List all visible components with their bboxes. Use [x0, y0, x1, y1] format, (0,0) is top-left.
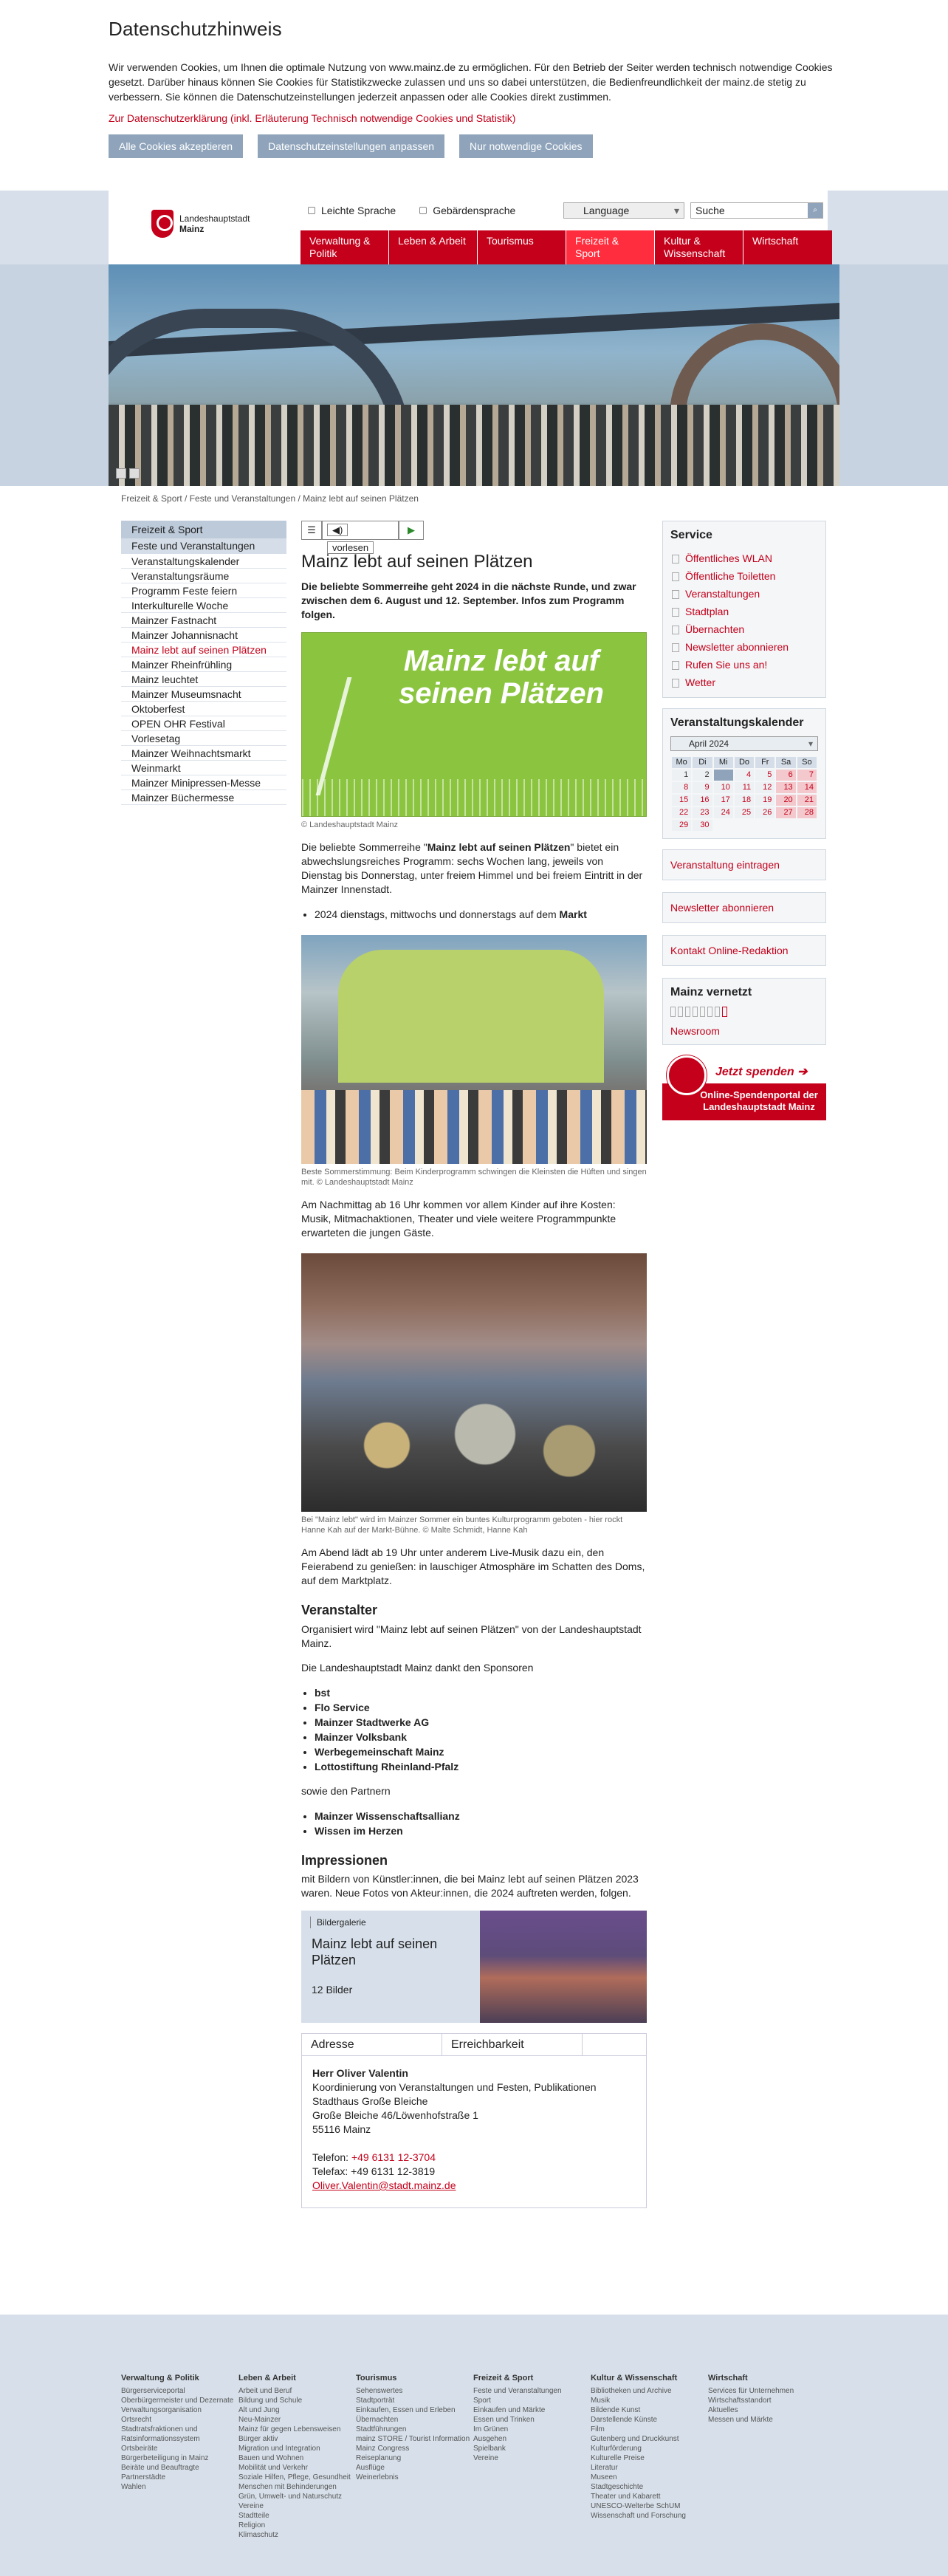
- social-box: [662, 978, 826, 1044]
- calendar-day[interactable]: 9: [693, 782, 712, 793]
- calendar-day[interactable]: 18: [735, 795, 754, 806]
- list-item: • Mainzer Wissenschaftsallianz: [315, 1809, 647, 1823]
- right-sidebar: [662, 521, 826, 1122]
- footer-link[interactable]: mainz STORE / Tourist Information: [356, 2435, 470, 2443]
- footer-link[interactable]: Bildung und Schule: [238, 2397, 303, 2405]
- footer-link[interactable]: Messen und Märkte: [708, 2416, 773, 2424]
- cookie-banner: [0, 0, 948, 191]
- footer-link[interactable]: Ausflüge: [356, 2464, 385, 2472]
- lead-text: Die beliebte Sommerreihe geht 2024 in die nächste Runde, und zwar zwischen dem 6. August und 12. September. Infos zum Programm folgen.: [301, 580, 636, 621]
- paragraph: Organisiert wird "Mainz lebt auf seinen Plätzen" von der Landeshauptstadt Mainz.: [301, 1623, 642, 1649]
- sidebar-item[interactable]: Mainzer Büchermesse: [121, 790, 286, 805]
- footer-link[interactable]: Spielbank: [473, 2445, 506, 2453]
- easy-language-link[interactable]: Leichte Sprache: [308, 204, 396, 218]
- sidebar-item[interactable]: Vorlesetag: [121, 731, 286, 746]
- footer-column-title[interactable]: Verwaltung & Politik: [121, 2374, 199, 2383]
- whatsapp-icon[interactable]: [722, 1007, 727, 1017]
- sidebar-item[interactable]: Mainz leuchtet: [121, 672, 286, 687]
- slider-next-button[interactable]: [129, 468, 140, 479]
- sidebar-item[interactable]: Mainzer Fastnacht: [121, 613, 286, 628]
- linkedin-icon[interactable]: [700, 1007, 705, 1017]
- footer-link[interactable]: Vereine: [238, 2502, 264, 2510]
- list-item: • Mainzer Stadtwerke AG: [315, 1715, 647, 1730]
- sidebar-item[interactable]: Mainzer Minipressen-Messe: [121, 775, 286, 790]
- sign-language-icon: [419, 207, 427, 214]
- footer-link[interactable]: Religion: [238, 2521, 266, 2529]
- gallery-label: Bildergalerie: [310, 1916, 366, 1928]
- calendar-day[interactable]: 11: [735, 782, 754, 793]
- service-link[interactable]: Öffentliches WLAN: [670, 549, 818, 567]
- image-caption: Beste Sommerstimmung: Beim Kinderprogramm schwingen die Kleinsten die Hüften und singen mit. © Landeshauptstadt Mainz: [301, 1168, 647, 1188]
- search-input[interactable]: Suche ⌕: [690, 202, 823, 219]
- accept-all-cookies-button[interactable]: Alle Cookies akzeptieren: [109, 134, 243, 158]
- calendar-day[interactable]: 22: [672, 807, 691, 818]
- footer-link[interactable]: Bildende Kunst: [591, 2406, 641, 2414]
- calendar-day[interactable]: 5: [755, 770, 774, 781]
- footer-link[interactable]: Feste und Veranstaltungen: [473, 2387, 562, 2395]
- contact-street: Große Bleiche 46/Löwenhofstraße 1: [312, 2109, 478, 2121]
- breadcrumb-item[interactable]: Feste und Veranstaltungen: [189, 493, 296, 504]
- footer-link[interactable]: Wirtschaftsstandort: [708, 2397, 772, 2405]
- calendar-day[interactable]: 27: [776, 807, 795, 818]
- newsroom-link[interactable]: Newsroom: [670, 1024, 720, 1037]
- footer-link[interactable]: Mobilität und Verkehr: [238, 2464, 308, 2472]
- calendar-title: Veranstaltungskalender: [670, 716, 804, 729]
- donate-now-label: Jetzt spenden ➔: [715, 1065, 808, 1078]
- list-item: • Mainzer Volksbank: [315, 1730, 647, 1744]
- read-aloud-button[interactable]: ◀) vorlesen: [322, 521, 399, 540]
- calendar-day[interactable]: 6: [776, 770, 795, 781]
- sidebar-item-current[interactable]: Mainz lebt auf seinen Plätzen: [121, 643, 286, 657]
- calendar-day[interactable]: 1: [672, 770, 691, 781]
- calendar-day[interactable]: 20: [776, 795, 795, 806]
- footer-column-title[interactable]: Freizeit & Sport: [473, 2374, 534, 2383]
- footer-link[interactable]: Arbeit und Beruf: [238, 2387, 292, 2395]
- footer-link[interactable]: Menschen mit Behinderungen: [238, 2483, 337, 2491]
- calendar-day[interactable]: 7: [797, 770, 817, 781]
- privacy-policy-link[interactable]: Zur Datenschutzerklärung (inkl. Erläuterung Technisch notwendige Cookies und Statistik): [109, 112, 516, 125]
- rss-icon[interactable]: [715, 1007, 720, 1017]
- play-icon[interactable]: ▶: [399, 521, 424, 540]
- cookie-title: Datenschutzhinweis: [109, 18, 282, 40]
- calendar-day[interactable]: 26: [755, 807, 774, 818]
- footer-link[interactable]: Vereine: [473, 2454, 498, 2462]
- month-select[interactable]: April 2024 ▾: [670, 736, 818, 751]
- footer-link[interactable]: Kulturförderung: [591, 2445, 642, 2453]
- paragraph: Die Landeshauptstadt Mainz dankt den Sponsoren: [301, 1661, 534, 1674]
- concert-photo[interactable]: [301, 1253, 647, 1512]
- footer-link[interactable]: Wissenschaft und Forschung: [591, 2512, 686, 2520]
- footer-link[interactable]: Wahlen: [121, 2483, 146, 2491]
- event-calendar: [662, 708, 826, 839]
- site-footer: [0, 2315, 948, 2576]
- breadcrumb: Freizeit & Sport / Feste und Veranstaltungen / Mainz lebt auf seinen Plätzen: [121, 493, 419, 504]
- nav-freizeit-sport[interactable]: Freizeit & Sport: [566, 230, 655, 264]
- gallery-title: Mainz lebt auf seinen Plätzen: [312, 1936, 438, 1967]
- contact-role: Koordinierung von Veranstaltungen und Festen, Publikationen: [312, 2080, 597, 2093]
- sidebar-item[interactable]: Mainzer Johannisnacht: [121, 628, 286, 643]
- footer-link[interactable]: Bürger aktiv: [238, 2435, 278, 2443]
- list-item: • Flo Service: [315, 1700, 647, 1715]
- sidebar-item[interactable]: Mainzer Museumsnacht: [121, 687, 286, 702]
- fax: Telefax: +49 6131 12-3819: [312, 2165, 436, 2177]
- footer-link[interactable]: Stadtporträt: [356, 2397, 395, 2405]
- calendar-day[interactable]: 15: [672, 795, 691, 806]
- donation-portal-label: Online-Spendenportal der Landeshauptstadt Mainz: [662, 1083, 826, 1120]
- list-item: • Wissen im Herzen: [315, 1823, 647, 1838]
- youtube-icon[interactable]: [693, 1007, 698, 1017]
- footer-column-title[interactable]: Wirtschaft: [708, 2374, 748, 2383]
- calendar-day[interactable]: 14: [797, 782, 817, 793]
- calendar-day[interactable]: 4: [735, 770, 754, 781]
- menu-icon[interactable]: ☰: [301, 521, 322, 540]
- tab-adresse[interactable]: Adresse: [302, 2034, 442, 2055]
- logo-line2: Mainz: [179, 224, 205, 234]
- contact-building: Stadthaus Große Bleiche: [312, 2094, 428, 2107]
- nav-verwaltung-politik[interactable]: Verwaltung & Politik: [300, 230, 389, 264]
- sidebar-item[interactable]: OPEN OHR Festival: [121, 716, 286, 731]
- donation-banner[interactable]: [662, 1055, 826, 1122]
- sidebar-item[interactable]: Veranstaltungsräume: [121, 569, 286, 583]
- calendar-day[interactable]: 12: [755, 782, 774, 793]
- service-link[interactable]: Übernachten: [670, 620, 818, 638]
- calendar-day[interactable]: 23: [693, 807, 712, 818]
- nav-kultur-wissenschaft[interactable]: Kultur & Wissenschaft: [655, 230, 743, 264]
- sponsors-list: [315, 1685, 647, 1774]
- image-caption: © Landeshauptstadt Mainz: [301, 821, 399, 830]
- footer-link[interactable]: Stadtgeschichte: [591, 2483, 644, 2491]
- footer-link[interactable]: Gutenberg und Druckkunst: [591, 2435, 679, 2443]
- footer-link[interactable]: Museen: [591, 2473, 617, 2481]
- email-link[interactable]: Oliver.Valentin@stadt.mainz.de: [312, 2179, 456, 2191]
- kids-program-photo[interactable]: [301, 935, 647, 1164]
- image-gallery-teaser[interactable]: [301, 1911, 647, 2023]
- footer-link[interactable]: Migration und Integration: [238, 2445, 320, 2453]
- calendar-day[interactable]: 25: [735, 807, 754, 818]
- city-crest-icon: [151, 210, 174, 238]
- footer-link[interactable]: Reiseplanung: [356, 2454, 402, 2462]
- footer-column: [591, 2374, 708, 2540]
- list-item: • bst: [315, 1685, 647, 1700]
- calendar-day[interactable]: 2: [693, 770, 712, 781]
- twitter-icon[interactable]: [685, 1007, 690, 1017]
- sidebar-item[interactable]: Oktoberfest: [121, 702, 286, 716]
- footer-link[interactable]: Film: [591, 2425, 605, 2433]
- contact-editorial-link[interactable]: Kontakt Online-Redaktion: [662, 935, 826, 966]
- dates-list: [315, 907, 647, 922]
- paragraph: Am Abend lädt ab 19 Uhr unter anderem Live-Musik dazu ein, den Feierabend zu genießen: in lauschiger Atmosphäre im Schatten des Doms, auf dem Marktplatz.: [301, 1546, 645, 1587]
- footer-link[interactable]: Oberbürgermeister und Dezernate: [121, 2397, 234, 2405]
- calendar-day[interactable]: 30: [693, 820, 712, 831]
- breadcrumb-item[interactable]: Freizeit & Sport: [121, 493, 182, 504]
- calendar-day[interactable]: 10: [714, 782, 733, 793]
- calendar-day[interactable]: 16: [693, 795, 712, 806]
- contact-name: Herr Oliver Valentin: [312, 2066, 408, 2079]
- banner-text: Mainz lebt auf seinen Plätzen: [399, 645, 604, 710]
- city-logo[interactable]: [151, 210, 250, 238]
- section-heading: Impressionen: [301, 1852, 388, 1868]
- calendar-day[interactable]: 8: [672, 782, 691, 793]
- footer-link[interactable]: Bauen und Wohnen: [238, 2454, 304, 2462]
- phone-label: Telefon:: [312, 2151, 351, 2163]
- sidebar-item[interactable]: Veranstaltungskalender: [121, 554, 286, 569]
- footer-link[interactable]: Bürgerbeteiligung in Mainz: [121, 2454, 209, 2462]
- footer-column-title[interactable]: Tourismus: [356, 2374, 397, 2383]
- main-navigation: [300, 230, 832, 264]
- footer-link[interactable]: Grün, Umwelt- und Naturschutz: [238, 2493, 343, 2501]
- footer-link[interactable]: Alt und Jung: [238, 2406, 280, 2414]
- footer-link[interactable]: UNESCO-Welterbe SchUM: [591, 2502, 681, 2510]
- list-item: • Werbegemeinschaft Mainz: [315, 1744, 647, 1759]
- paragraph: mit Bildern von Künstler:innen, die bei Mainz lebt auf seinen Plätzen 2023 waren. Neue Fotos von Akteur:innen, die 2024 auftreten werden, folgen.: [301, 1872, 639, 1899]
- footer-link[interactable]: Verwaltungsorganisation: [121, 2406, 202, 2414]
- footer-link[interactable]: Bibliotheken und Archive: [591, 2387, 672, 2395]
- footer-link[interactable]: Literatur: [591, 2464, 618, 2472]
- read-aloud-toolbar: [301, 521, 647, 553]
- instagram-icon[interactable]: [678, 1007, 683, 1017]
- footer-link[interactable]: Im Grünen: [473, 2425, 509, 2433]
- image-caption: Bei "Mainz lebt" wird im Mainzer Sommer ein buntes Kulturprogramm geboten - hier rockt Hanne Kah auf der Markt-Bühne. © Malte Schmidt, Hanne Kah: [301, 1515, 623, 1535]
- nav-tourismus[interactable]: Tourismus: [478, 230, 566, 264]
- nav-wirtschaft[interactable]: Wirtschaft: [743, 230, 832, 264]
- footer-link[interactable]: Stadtführungen: [356, 2425, 407, 2433]
- footer-link[interactable]: Einkaufen und Märkte: [473, 2406, 546, 2414]
- footer-link[interactable]: Sehenswertes: [356, 2387, 403, 2395]
- footer-link[interactable]: Weinerlebnis: [356, 2473, 399, 2481]
- footer-link[interactable]: Darstellende Künste: [591, 2416, 658, 2424]
- footer-link[interactable]: Neu-Mainzer: [238, 2416, 281, 2424]
- service-title: Service: [670, 529, 712, 541]
- calendar-day[interactable]: 17: [714, 795, 733, 806]
- calendar-day[interactable]: 29: [672, 820, 691, 831]
- footer-link[interactable]: Essen und Trinken: [473, 2416, 535, 2424]
- contact-city: 55116 Mainz: [312, 2123, 371, 2135]
- necessary-cookies-only-button[interactable]: Nur notwendige Cookies: [459, 134, 593, 158]
- footer-link[interactable]: Ortsbeiräte: [121, 2445, 158, 2453]
- calendar-day[interactable]: 24: [714, 807, 733, 818]
- logo-line1: Landeshauptstadt: [179, 213, 250, 224]
- slider-pause-button[interactable]: [116, 468, 126, 479]
- footer-column: [121, 2374, 238, 2540]
- site-header: [109, 191, 828, 264]
- nav-leben-arbeit[interactable]: Leben & Arbeit: [389, 230, 478, 264]
- section-sidebar: [121, 521, 286, 805]
- sign-language-link[interactable]: Gebärdensprache: [419, 204, 515, 218]
- footer-link[interactable]: Einkaufen, Essen und Erleben: [356, 2406, 456, 2414]
- footer-column: [356, 2374, 473, 2540]
- footer-column: [238, 2374, 356, 2540]
- partners-list: [315, 1809, 647, 1838]
- language-select[interactable]: Language ▾: [563, 202, 684, 219]
- service-link[interactable]: Stadtplan: [670, 603, 818, 620]
- contact-box: [301, 2033, 647, 2208]
- submit-event-link[interactable]: Veranstaltung eintragen: [662, 849, 826, 880]
- footer-link[interactable]: Ausgehen: [473, 2435, 507, 2443]
- sidebar-item[interactable]: Weinmarkt: [121, 761, 286, 775]
- facebook-icon[interactable]: [670, 1007, 676, 1017]
- calendar-day[interactable]: 21: [797, 795, 817, 806]
- sidebar-top[interactable]: Freizeit & Sport: [121, 521, 286, 538]
- easy-language-icon: [308, 207, 315, 214]
- page-title: Mainz lebt auf seinen Plätzen: [301, 552, 533, 572]
- service-link[interactable]: Rufen Sie uns an!: [670, 656, 818, 674]
- footer-link[interactable]: Sport: [473, 2397, 491, 2405]
- hero-image: [109, 264, 839, 486]
- calendar-day[interactable]: 13: [776, 782, 795, 793]
- footer-column-title[interactable]: Leben & Arbeit: [238, 2374, 296, 2383]
- footer-column: [708, 2374, 825, 2540]
- calendar-day-today[interactable]: 3: [714, 770, 733, 781]
- cookie-text: Wir verwenden Cookies, um Ihnen die optimale Nutzung von www.mainz.de zu ermöglichen. Für den Betrieb der Seiter werden technisch notwendige Cookies gesetzt. Darüber hinaus können Sie Cookies für Statistikzwecke zulassen und uns so dabei unterstützen, die Bedienfreundlichkeit der mainz.de stetig zu verbessern. Sie können die Datenschutzeinstellungen jederzeit anpassen oder alle Cookies direkt zustimmen.: [109, 61, 833, 103]
- service-link[interactable]: Veranstaltungen: [670, 585, 818, 603]
- paragraph: Am Nachmittag ab 16 Uhr kommen vor allem Kinder auf ihre Kosten: Musik, Mitmachaktionen, Theater und viele weitere Programmpunkte erwarteten die jungen Gäste.: [301, 1199, 616, 1239]
- list-item: • Lottostiftung Rheinland-Pfalz: [315, 1759, 647, 1774]
- service-link[interactable]: Wetter: [670, 674, 818, 691]
- sidebar-item[interactable]: Interkulturelle Woche: [121, 598, 286, 613]
- sidebar-item[interactable]: Mainzer Rheinfrühling: [121, 657, 286, 672]
- paragraph: Die beliebte Sommerreihe "Mainz lebt auf seinen Plätzen" bietet ein abwechslungsreiches Programm: sechs Wochen lang, jeweils von Dienstag bis Donnerstag, unter freiem Himmel und bei freiem Eintritt in der Mainzer Innenstadt.: [301, 841, 643, 896]
- footer-link[interactable]: Übernachten: [356, 2416, 399, 2424]
- service-link[interactable]: Newsletter abonnieren: [670, 638, 818, 656]
- gallery-count: 12 Bilder: [312, 1983, 353, 1996]
- sidebar-sub[interactable]: Feste und Veranstaltungen: [121, 538, 286, 554]
- footer-link[interactable]: Klimaschutz: [238, 2531, 278, 2539]
- footer-column: [473, 2374, 591, 2540]
- list-item: • 2024 dienstags, mittwochs und donnerstags auf dem Markt: [315, 907, 647, 922]
- footer-link[interactable]: Stadtratsfraktionen und Ratsinformationssystem: [121, 2425, 200, 2443]
- calendar-day[interactable]: 28: [797, 807, 817, 818]
- speaker-icon: ◀): [327, 524, 348, 536]
- footer-link[interactable]: Soziale Hilfen, Pflege, Gesundheit: [238, 2473, 351, 2481]
- footer-link[interactable]: Theater und Kabarett: [591, 2493, 661, 2501]
- footer-link[interactable]: Beiräte und Beauftragte: [121, 2464, 199, 2472]
- footer-link[interactable]: Bürgerserviceportal: [121, 2387, 185, 2395]
- sidebar-item[interactable]: Programm Feste feiern: [121, 583, 286, 598]
- footer-link[interactable]: Stadtteile: [238, 2512, 269, 2520]
- main-content: [301, 521, 647, 2208]
- phone-link[interactable]: +49 6131 12-3704: [351, 2151, 436, 2163]
- adjust-privacy-settings-button[interactable]: Datenschutzeinstellungen anpassen: [258, 134, 444, 158]
- footer-link[interactable]: Aktuelles: [708, 2406, 738, 2414]
- gallery-thumbnail: [480, 1911, 647, 2023]
- paragraph: sowie den Partnern: [301, 1784, 391, 1797]
- service-box: [662, 521, 826, 698]
- city-crest-icon: [667, 1055, 707, 1095]
- footer-link[interactable]: Mainz für gegen Lebensweisen: [238, 2425, 341, 2433]
- search-icon[interactable]: ⌕: [808, 203, 822, 218]
- calendar-grid: Mo Di Mi Do Fr Sa So 1 2 3 4 5 6 7 8 9 10 11 12 13 14 15 16 17 18 19 20 21 22 23 24 25 26 27 28 29 30: [670, 756, 818, 832]
- footer-link[interactable]: Musik: [591, 2397, 611, 2405]
- breadcrumb-current: Mainz lebt auf seinen Plätzen: [303, 493, 419, 504]
- footer-link[interactable]: Partnerstädte: [121, 2473, 166, 2481]
- calendar-day[interactable]: 19: [755, 795, 774, 806]
- footer-link[interactable]: Services für Unternehmen: [708, 2387, 794, 2395]
- footer-column-title[interactable]: Kultur & Wissenschaft: [591, 2374, 678, 2383]
- footer-link[interactable]: Ortsrecht: [121, 2416, 152, 2424]
- footer-link[interactable]: Kulturelle Preise: [591, 2454, 645, 2462]
- event-banner-image: [301, 632, 647, 817]
- mastodon-icon[interactable]: [707, 1007, 712, 1017]
- newsletter-link[interactable]: Newsletter abonnieren: [662, 892, 826, 923]
- footer-link[interactable]: Mainz Congress: [356, 2445, 410, 2453]
- sidebar-item[interactable]: Mainzer Weihnachtsmarkt: [121, 746, 286, 761]
- tab-erreichbarkeit[interactable]: Erreichbarkeit: [442, 2034, 583, 2055]
- service-link[interactable]: Öffentliche Toiletten: [670, 567, 818, 585]
- social-title: Mainz vernetzt: [670, 986, 752, 999]
- section-heading: Veranstalter: [301, 1603, 378, 1618]
